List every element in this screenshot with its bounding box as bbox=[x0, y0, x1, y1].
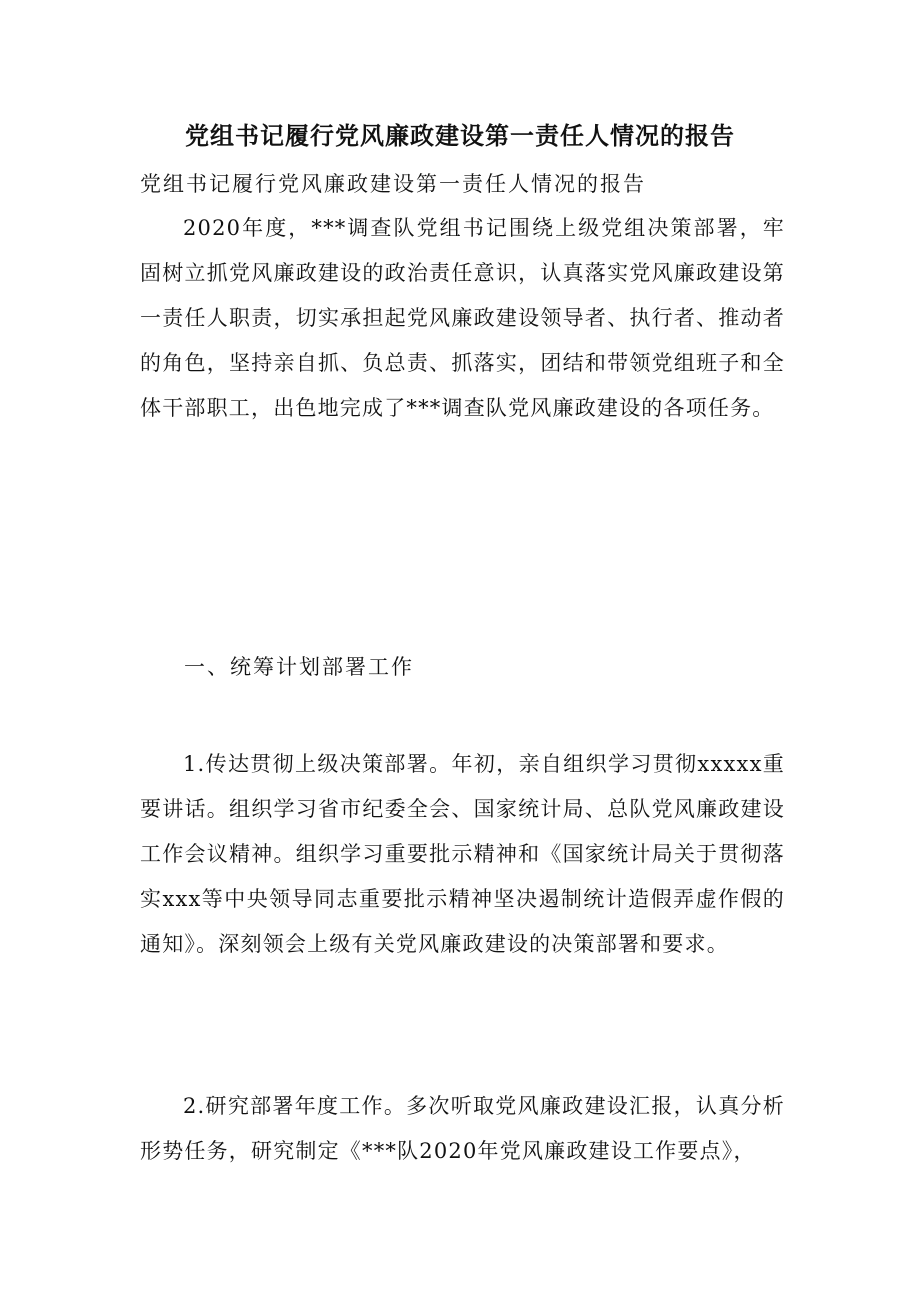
paragraph-2: 2.研究部署年度工作。多次听取党风廉政建设汇报，认真分析形势任务，研究制定《***队2020年党风廉政建设工作要点》， bbox=[140, 1094, 785, 1163]
section-heading: 一、统筹计划部署工作 bbox=[184, 655, 414, 679]
document-title: 党组书记履行党风廉政建设第一责任人情况的报告 bbox=[185, 121, 735, 150]
intro-paragraph: 2020年度，***调查队党组书记围绕上级党组决策部署，牢固树立抓党风廉政建设的政治责任意识，认真落实党风廉政建设第一责任人职责，切实承担起党风廉政建设领导者、执行者、推动者的角色，坚持亲自抓、负总责、抓落实，团结和带领党组班子和全体干部职工，出色地完成了***调查队党风廉政建设的各项任务。 bbox=[140, 216, 785, 420]
document-subtitle: 党组书记履行党风廉政建设第一责任人情况的报告 bbox=[140, 172, 646, 196]
paragraph-1: 1.传达贯彻上级决策部署。年初，亲自组织学习贯彻xxxxx重要讲话。组织学习省市纪委全会、国家统计局、总队党风廉政建设工作会议精神。组织学习重要批示精神和《国家统计局关于贯彻落实xxx等中央领导同志重要批示精神坚决遏制统计造假弄虚作假的通知》。深刻领会上级有关党风廉政建设的决策部署和要求。 bbox=[140, 752, 785, 956]
